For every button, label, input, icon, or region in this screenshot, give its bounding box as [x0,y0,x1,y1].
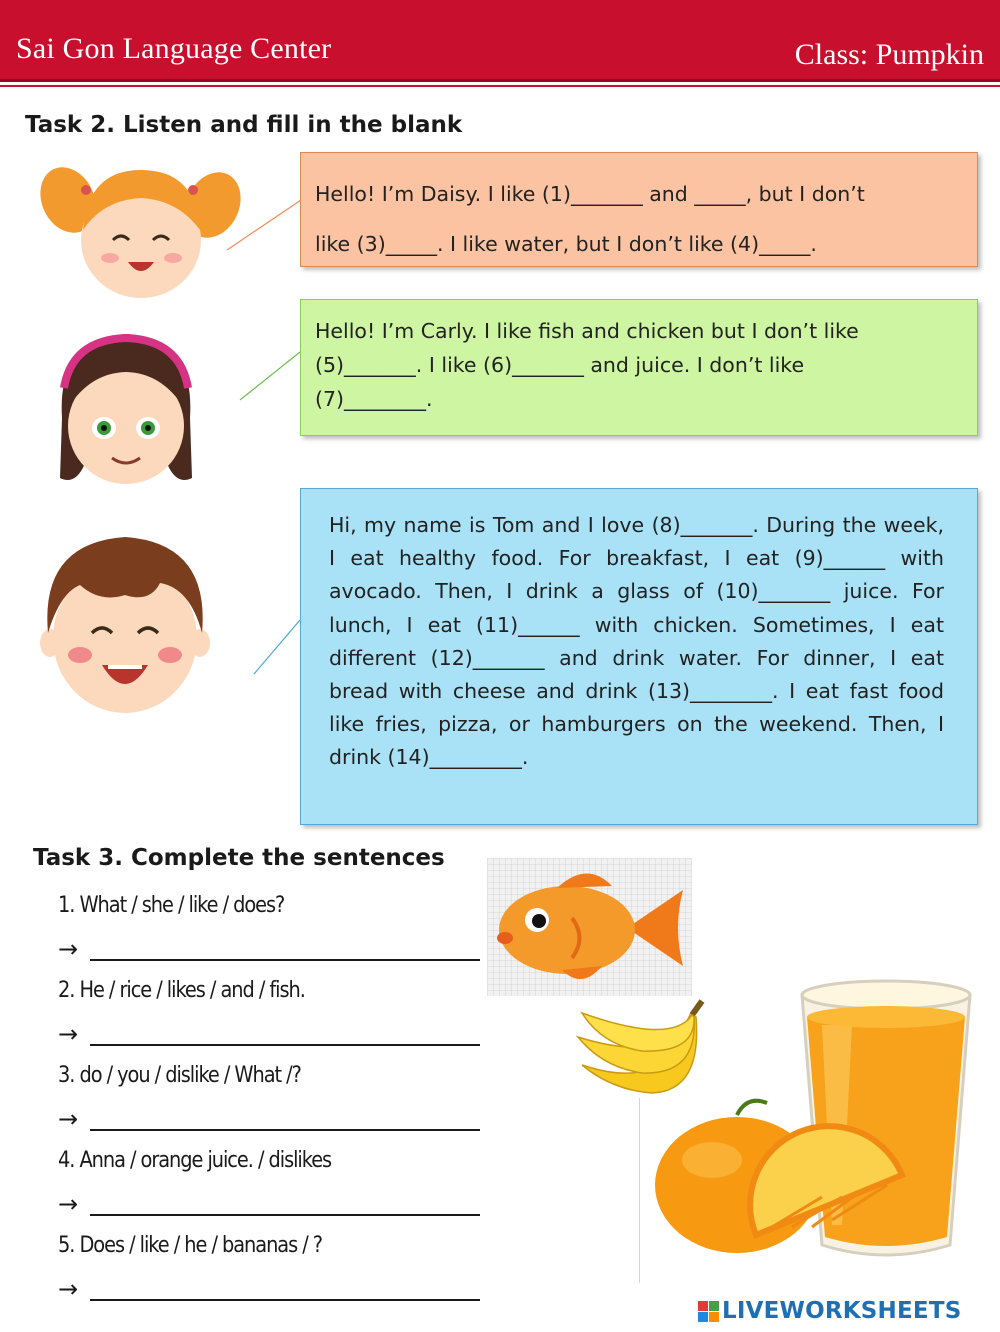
logo-text: LIVEWORKSHEETS [722,1298,962,1324]
header-bar [0,0,1000,82]
sentence-question: 5. Does / like / he / bananas / ? [58,1233,323,1258]
sentence-item [58,893,488,978]
sentence-list [58,893,488,1318]
carly-bubble [300,299,978,436]
daisy-connector [225,195,305,255]
daisy-bubble [300,152,978,267]
tom-connector [252,618,304,676]
answer-field[interactable] [58,1020,482,1050]
tom-text: Hi, my name is Tom and I love (8)_______. During the week, I eat healthy food. For breakfast, I eat (9)______ with avocado. Then, I drink a glass of (10)_______ juice. For lunch, I eat (11)______ with chicken. Sometimes, I eat different (12)_______ and drink water. For dinner, I eat bread with cheese and drink (13)________. I eat fast food like fries, pizza, or hamburgers on the weekend. Then, I drink (14)_________. [329,513,944,770]
answer-line [90,1044,480,1046]
sentence-question: 3. do / you / dislike / What /? [58,1063,301,1088]
daisy-line-1: Hello! I’m Daisy. I like (1)_______ and _____, but I don’t [315,182,865,206]
answer-line [90,1214,480,1216]
sentence-question: 4. Anna / orange juice. / dislikes [58,1148,332,1173]
sentence-item [58,1063,488,1148]
answer-field[interactable] [58,1105,482,1135]
answer-field[interactable] [58,935,482,965]
sentence-item [58,1148,488,1233]
logo-mark-icon [698,1301,719,1322]
answer-field[interactable] [58,1275,482,1305]
sentence-item [58,978,488,1063]
carly-line-2: (5)_______. I like (6)_______ and juice. I don’t like [315,353,805,377]
answer-line [90,1129,480,1131]
answer-line [90,959,480,961]
daisy-face-icon [28,160,248,300]
tom-bubble [300,488,978,825]
answer-field[interactable] [58,1190,482,1220]
task2-title: Task 2. Listen and fill in the blank [25,112,463,138]
orange-juice-icon [652,975,977,1275]
daisy-line-2: like (3)_____. I like water, but I don’t like (4)_____. [315,232,817,256]
sentence-question: 2. He / rice / likes / and / fish. [58,978,305,1003]
liveworksheets-logo [698,1296,961,1326]
carly-line-3: (7)________. [315,387,433,411]
sentence-question: 1. What / she / like / does? [58,893,285,918]
sentence-item [58,1233,488,1318]
carly-face-icon [52,328,200,493]
divider [639,1098,640,1283]
carly-connector [238,350,304,402]
arrow-icon: → [58,1105,79,1133]
task3-title: Task 3. Complete the sentences [33,845,445,871]
arrow-icon: → [58,1020,79,1048]
arrow-icon: → [58,935,79,963]
answer-line [90,1299,480,1301]
arrow-icon: → [58,1275,79,1303]
class-name: Class: Pumpkin [794,38,984,71]
center-name: Sai Gon Language Center [16,32,332,65]
carly-line-1: Hello! I’m Carly. I like fish and chicken but I don’t like [315,319,859,343]
arrow-icon: → [58,1190,79,1218]
tom-face-icon [40,533,210,718]
